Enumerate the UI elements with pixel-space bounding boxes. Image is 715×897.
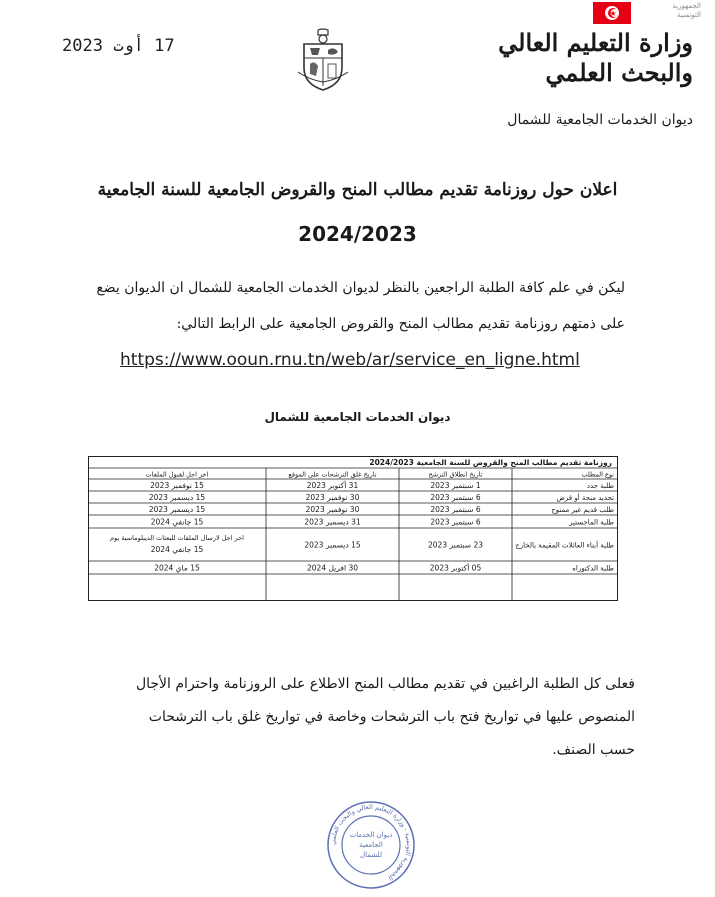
table-cell: 30 نوفمبر 2023	[305, 505, 360, 514]
table-cell: 05 أكتوبر 2023	[429, 563, 482, 573]
flag-caption	[639, 2, 701, 20]
closing-line: حسب الصنف.	[552, 742, 635, 758]
stamp-center-text: الجامعية	[359, 841, 383, 849]
table-type-cell: طلبة جدد	[586, 482, 614, 490]
table-cell: 15 جانفي 2024	[150, 517, 204, 527]
table-subtitle: ديوان الخدمات الجامعية للشمال	[264, 410, 451, 424]
table-type-cell: طلب قديم غير ممنوح	[551, 506, 614, 514]
table-cell: 6 سبتمبر 2023	[430, 493, 481, 502]
table-caption: روزنامة تقديم مطالب المنح والقروض للسنة الجامعية 2024/2023	[369, 458, 612, 467]
table-cell: 6 سبتمبر 2023	[430, 505, 481, 514]
table-header: تاريخ انطلاق الترشح	[428, 470, 483, 479]
table-header: اخر اجل لقبول الملفات	[145, 470, 209, 479]
flag-caption-line: الجمهورية	[672, 2, 701, 10]
table-cell: 15 نوفمبر 2023	[150, 481, 204, 490]
table-cell: 15 ماي 2024	[154, 563, 200, 573]
closing-line: المنصوص عليها في تواريخ فتح باب الترشحات وخاصة في تواريخ غلق باب الترشحات	[148, 709, 635, 725]
table-type-cell: طلبة الدكتوراه	[572, 564, 614, 573]
ministry-name	[453, 28, 693, 88]
closing-line: فعلى كل الطلبة الراغبين في تقديم مطالب المنح الاطلاع على الروزنامة واحترام الأجال	[135, 676, 635, 692]
table-header: تاريخ غلق الترشحات على الموقع	[288, 470, 377, 479]
table-type-cell: طلبة أبناء العائلات المقيمة بالخارج	[515, 541, 614, 550]
flag-caption-line: التونسية	[677, 11, 701, 19]
table-cell: 1 سبتمبر 2023	[430, 481, 481, 490]
coat-of-arms-icon	[298, 28, 348, 92]
stamp-ring-text: الجمهورية التونسية - وزارة التعليم العالي والبحث العلمي	[328, 802, 414, 883]
table-cell: 15 ديسمبر 2023	[304, 540, 361, 550]
table-cell: 15 ديسمبر 2023	[148, 505, 206, 514]
table-cell: 31 ديسمبر 2023	[304, 517, 361, 527]
ministry-line: والبحث العلمي	[545, 58, 693, 87]
table-cell: 15 جانفي 2024	[150, 545, 204, 554]
table-type-cell: طلبة الماجستير	[569, 518, 614, 527]
announcement-title: اعلان حول روزنامة تقديم مطالب المنح والقروض الجامعية للسنة الجامعية	[97, 180, 618, 200]
official-stamp	[326, 800, 416, 890]
schedule-table	[88, 456, 618, 601]
tunisia-flag-icon	[593, 2, 631, 24]
table-cell: اخر اجل لارسال الملفات للبعثات الديبلوماسية يوم	[110, 534, 244, 542]
table-header: نوع المطلب	[581, 470, 614, 479]
table-cell: 15 ديسمبر 2023	[148, 493, 206, 502]
intro-line: على ذمتهم روزنامة تقديم مطالب المنح والقروض الجامعية على الرابط التالي:	[176, 316, 625, 332]
table-cell: 30 نوفمبر 2023	[305, 493, 360, 502]
intro-line: ليكن في علم كافة الطلبة الراجعين بالنظر لديوان الخدمات الجامعية للشمال ان الديوان يضع	[96, 280, 625, 296]
table-cell: 6 سبتمبر 2023	[430, 517, 481, 527]
service-link[interactable]: https://www.ooun.rnu.tn/web/ar/service_en_ligne.html	[120, 350, 580, 370]
table-cell: 30 افريل 2024	[307, 563, 358, 573]
office-name: ديوان الخدمات الجامعية للشمال	[507, 112, 693, 128]
academic-year: 2024/2023	[298, 222, 417, 246]
table-cell: 31 أكتوبر 2023	[306, 481, 359, 490]
table-cell: 23 سبتمبر 2023	[428, 540, 483, 550]
stamp-center-text: ديوان الخدمات	[349, 831, 393, 839]
table-type-cell: تجديد منحة أو قرض	[556, 494, 614, 502]
document-date: 17 أوت 2023	[62, 36, 175, 56]
ministry-line: وزارة التعليم العالي	[498, 28, 693, 57]
stamp-center-text: للشمال	[360, 851, 382, 859]
